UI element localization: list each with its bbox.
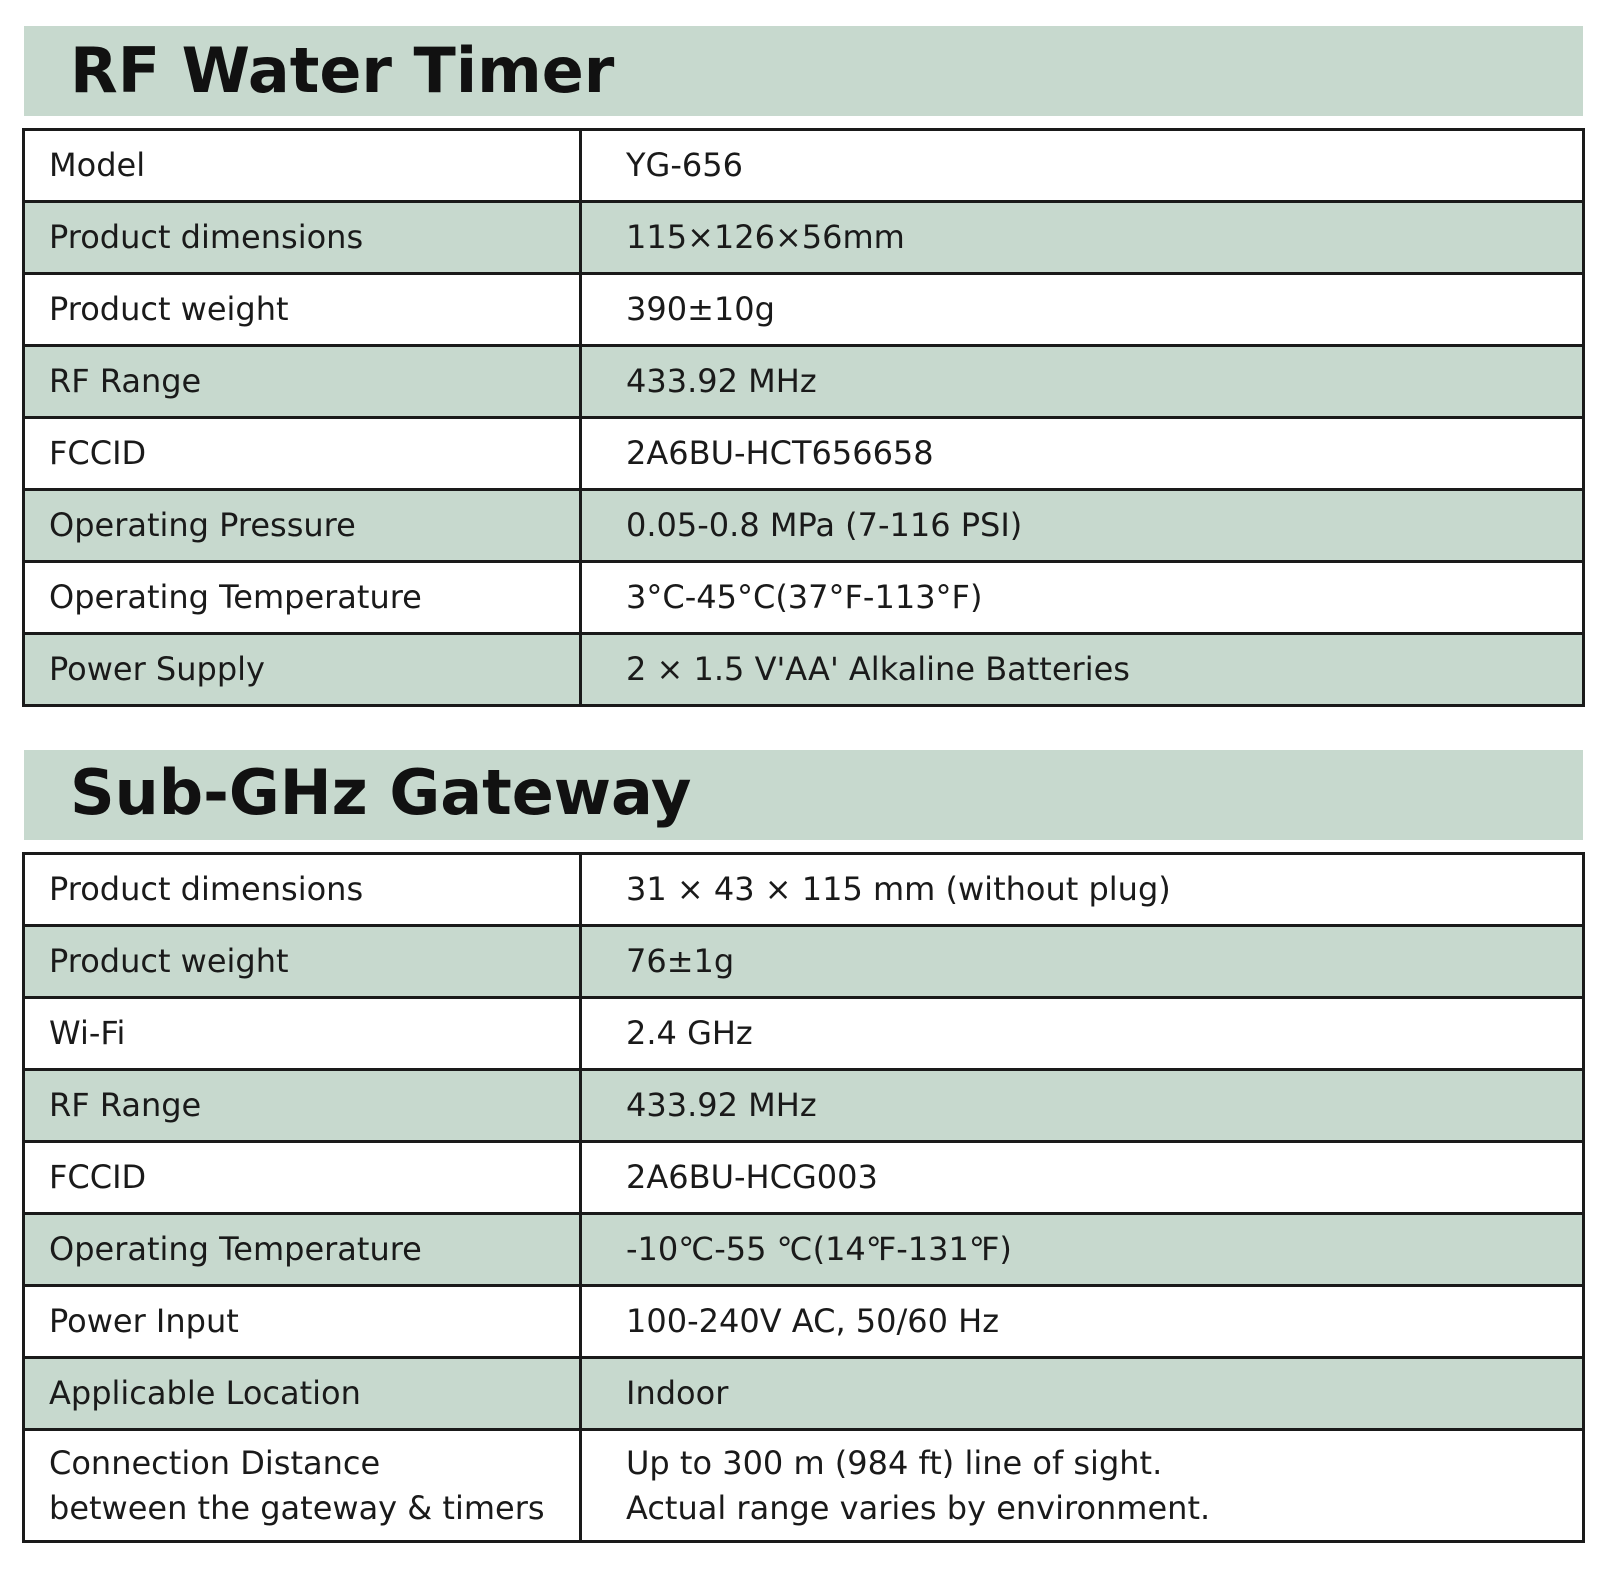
row-label: FCCID (24, 1142, 581, 1214)
row-value: 433.92 MHz (581, 346, 1584, 418)
row-label: FCCID (24, 418, 581, 490)
row-value: 2A6BU-HCT656658 (581, 418, 1584, 490)
table-row (24, 274, 1584, 346)
row-value: -10℃-55 ℃(14℉-131℉) (581, 1214, 1584, 1286)
row-value: 100-240V AC, 50/60 Hz (581, 1286, 1584, 1358)
row-label: Product dimensions (24, 854, 581, 926)
row-value: YG-656 (581, 130, 1584, 202)
table-row (24, 926, 1584, 998)
row-label: RF Range (24, 346, 581, 418)
row-value (581, 1430, 1584, 1542)
table-row (24, 490, 1584, 562)
row-value-line: Actual range varies by environment. (626, 1488, 1211, 1527)
table-row (24, 634, 1584, 706)
row-value: 433.92 MHz (581, 1070, 1584, 1142)
row-value: 0.05-0.8 MPa (7-116 PSI) (581, 490, 1584, 562)
table-row (24, 346, 1584, 418)
row-value: Indoor (581, 1358, 1584, 1430)
table-row (24, 202, 1584, 274)
row-label: RF Range (24, 1070, 581, 1142)
row-label-line: between the gateway & timers (49, 1488, 545, 1527)
spec-table-rf-water-timer (22, 128, 1585, 707)
row-value: 390±10g (581, 274, 1584, 346)
row-label: Operating Temperature (24, 1214, 581, 1286)
row-value: 76±1g (581, 926, 1584, 998)
row-value: 31 × 43 × 115 mm (without plug) (581, 854, 1584, 926)
section-header-rf-water-timer (24, 26, 1583, 116)
table-row (24, 1142, 1584, 1214)
row-label: Wi-Fi (24, 998, 581, 1070)
row-value: 3°C-45°C(37°F-113°F) (581, 562, 1584, 634)
table-row (24, 1214, 1584, 1286)
table-row (24, 1430, 1584, 1542)
table-row (24, 854, 1584, 926)
row-label: Product dimensions (24, 202, 581, 274)
row-value: 2.4 GHz (581, 998, 1584, 1070)
section-title: Sub-GHz Gateway (70, 756, 692, 829)
row-value-line: Up to 300 m (984 ft) line of sight. (626, 1443, 1163, 1482)
table-row (24, 1070, 1584, 1142)
row-label-line: Connection Distance (49, 1443, 381, 1482)
section-title: RF Water Timer (70, 34, 615, 107)
row-label: Power Input (24, 1286, 581, 1358)
row-label: Product weight (24, 274, 581, 346)
row-label: Model (24, 130, 581, 202)
row-label (24, 1430, 581, 1542)
table-row (24, 418, 1584, 490)
spec-table-sub-ghz-gateway (22, 852, 1585, 1543)
table-row (24, 1358, 1584, 1430)
row-label: Applicable Location (24, 1358, 581, 1430)
row-value: 115×126×56mm (581, 202, 1584, 274)
row-label: Power Supply (24, 634, 581, 706)
row-value: 2 × 1.5 V'AA' Alkaline Batteries (581, 634, 1584, 706)
table-row (24, 562, 1584, 634)
table-row (24, 130, 1584, 202)
row-label: Operating Temperature (24, 562, 581, 634)
table-row (24, 998, 1584, 1070)
section-header-sub-ghz-gateway (24, 750, 1583, 840)
row-label: Operating Pressure (24, 490, 581, 562)
row-label: Product weight (24, 926, 581, 998)
table-row (24, 1286, 1584, 1358)
row-value: 2A6BU-HCG003 (581, 1142, 1584, 1214)
